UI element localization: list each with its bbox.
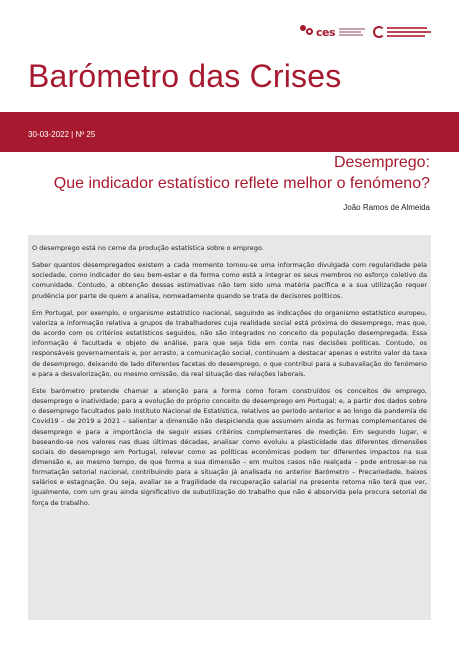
ces-logo-icon <box>300 25 314 39</box>
body-paragraph-3: Em Portugal, por exemplo, o organismo estatístico nacional, seguindo as indicações do organismo estatístico europeu, valoriza a informação relativa a grupos de trabalhadores cuja realidade social está próxima do desemprego, mas que, de acordo com os critérios estatísticos seguidos, não são integrados no conceito da população desempregada. Essa informação é facultada e objeto de análise, para que seja tida em conta nas decisões políticas. Contudo, os responsáveis governamentais e, por arrasto, a comunicação social, continuam a destacar apenas o estrito valor da taxa de desemprego, deixando de lado diferentes facetas do desemprego, o que contribui para a subavaliação do fenómeno e para a desvalorização, ou mesmo omissão, da real situação das relações laborais. <box>32 308 427 378</box>
body-panel <box>28 235 431 620</box>
body-paragraph-4: Este barómetro pretende chamar a atenção para a forma como foram construídos os conceitos de emprego, desemprego e inatividade; para a evolução do próprio conceito de desemprego em Portugal; e, a partir dos dados sobre o desemprego facultados pelo Instituto Nacional de Estatística, relativos ao período anterior e ao longo da pandemia de Covid19 – de 2019 a 2021 – salientar a dimensão não despicienda que assumem ainda as formas complementares de desemprego e para a importância de seguir esses critérios complementares de medição. Em segundo lugar, e baseando-se nos valores nas duas últimas décadas, analisar como evoluiu a plasticidade das diferentes dimensões sociais do desemprego em Portugal, relevar como as políticas económicas podem ter diferentes impactos na sua dimensão e, ao mesmo tempo, de que forma a sua dimensão – em muitos casos não realçada – pode entrosar-se na formatação setorial nacional, contribuindo para a situação já analisada no anterior Barómetro – Precariedade, baixos salários e estagnação. Ou seja, avaliar se a fragilidade da recuperação salarial na presente retoma não terá que ver, igualmente, com um grau ainda significativo de subutilização do trabalho que não é absorvida pela procura setorial de força de trabalho. <box>32 386 427 507</box>
header-logos <box>300 25 431 39</box>
date-issue: 30-03-2022 | Nº 25 <box>28 130 96 139</box>
body-paragraph-2: Saber quantos desempregados existem a cada momento tornou-se uma informação divulgada com regularidade pela sociedade, como indicador do seu bem-estar e da forma como está a integrar os seus membros no esforço coletivo da comunidade. Contudo, a obtenção dessas estimativas não tem sido uma matéria pacífica e a sua utilização requer prudência por parte de quem a analisa, nomeadamente quando se trata de decisores políticos. <box>32 261 427 300</box>
observatory-logo-icon <box>373 26 385 38</box>
ces-logo-subtitle-lines <box>339 28 365 36</box>
ces-logo-text: ces <box>315 25 335 39</box>
author-name: João Ramos de Almeida <box>343 203 430 212</box>
page-title: Barómetro das Crises <box>28 58 342 94</box>
observatory-logo-lines <box>387 27 431 37</box>
article-title-line2: Que indicador estatístico reflete melhor o fenómeno? <box>53 175 430 192</box>
article-title-line1: Desemprego: <box>333 154 430 171</box>
observatory-logo <box>373 26 431 38</box>
body-paragraph-1: O desemprego está no cerne da produção estatística sobre o emprego. <box>32 244 264 252</box>
article-title <box>54 152 430 194</box>
ces-logo <box>300 25 365 39</box>
